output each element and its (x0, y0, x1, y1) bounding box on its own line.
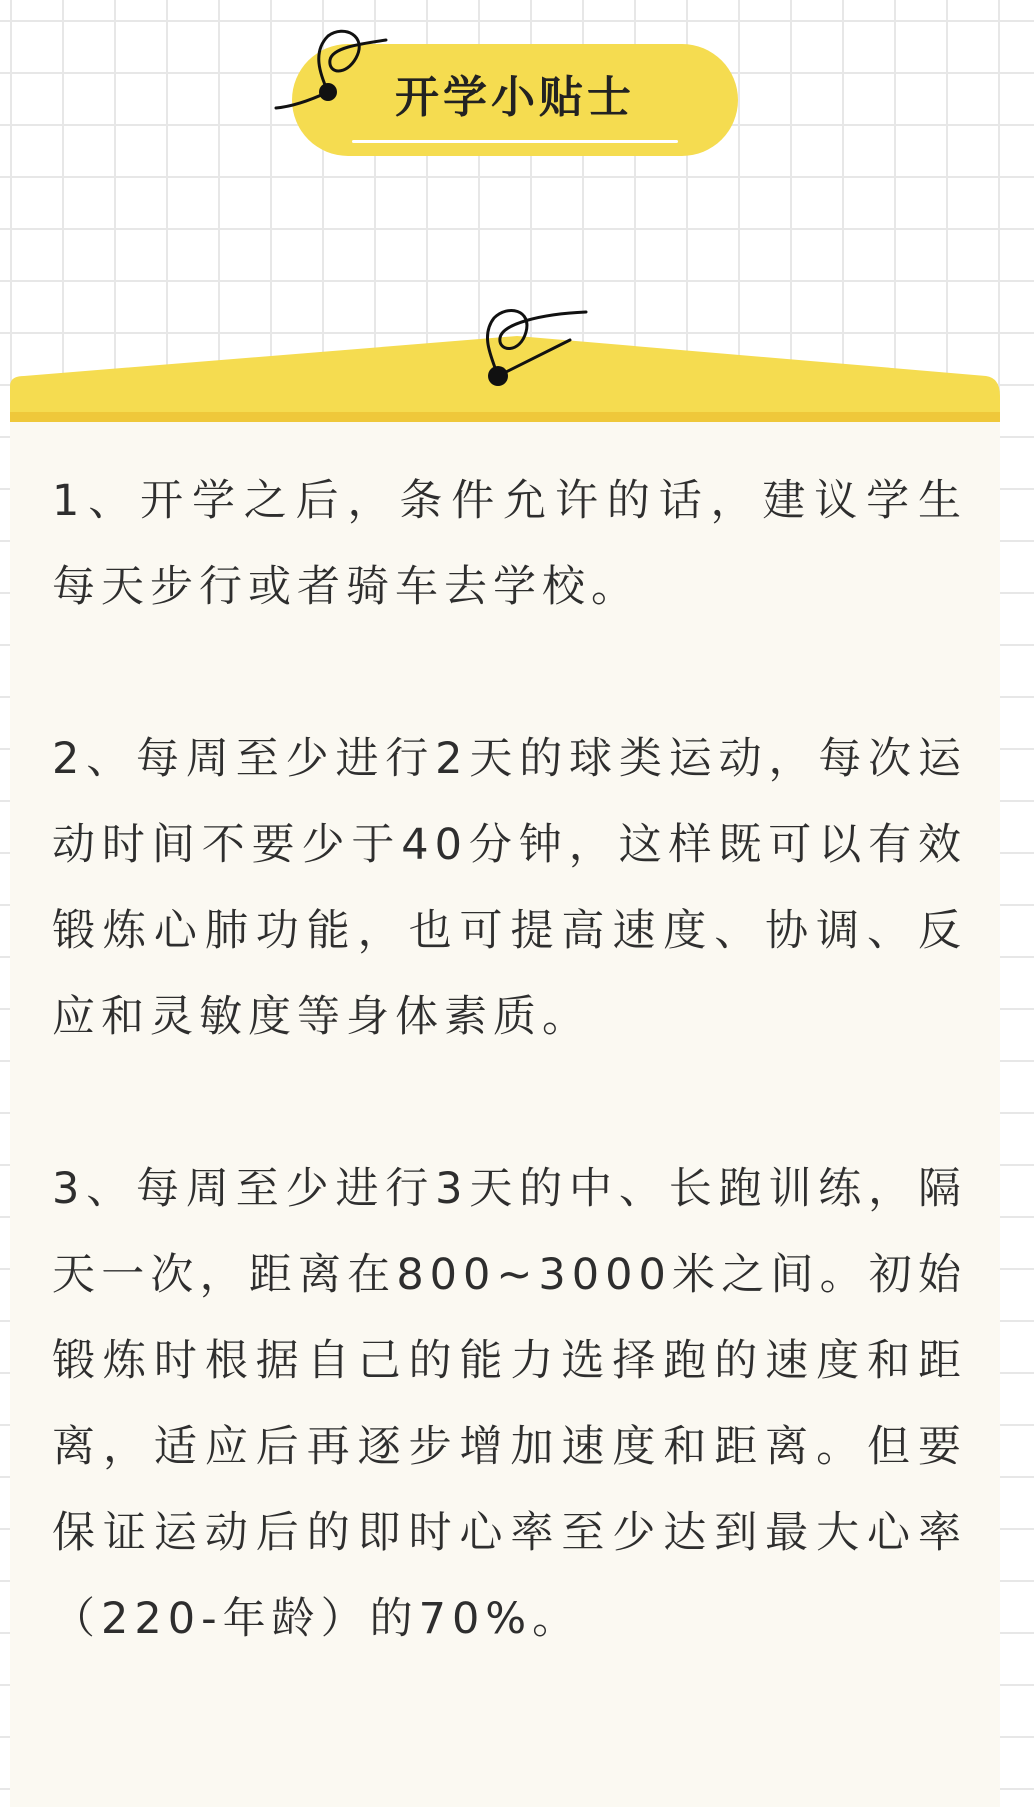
tip-paragraph: 1、开学之后，条件允许的话，建议学生每天步行或者骑车去学校。 (52, 476, 967, 612)
page-title: 开学小贴士 (395, 72, 635, 123)
paper-clip-icon (470, 296, 600, 396)
tip-paragraph: 2、每周至少进行2天的球类运动，每次运动时间不要少于40分钟，这样既可以有效锻炼心肺功能，也可提高速度、协调、反应和灵敏度等身体素质。 (52, 734, 967, 1042)
tips-list (52, 458, 967, 1748)
tips-card (10, 422, 1000, 1807)
tip-paragraph: 3、每周至少进行3天的中、长跑训练，隔天一次，距离在800~3000米之间。初始锻炼时根据自己的能力选择跑的速度和距离，适应后再逐步增加速度和距离。但要保证运动后的即时心率至少达到最大心率（220-年龄）的70%。 (52, 1164, 967, 1644)
